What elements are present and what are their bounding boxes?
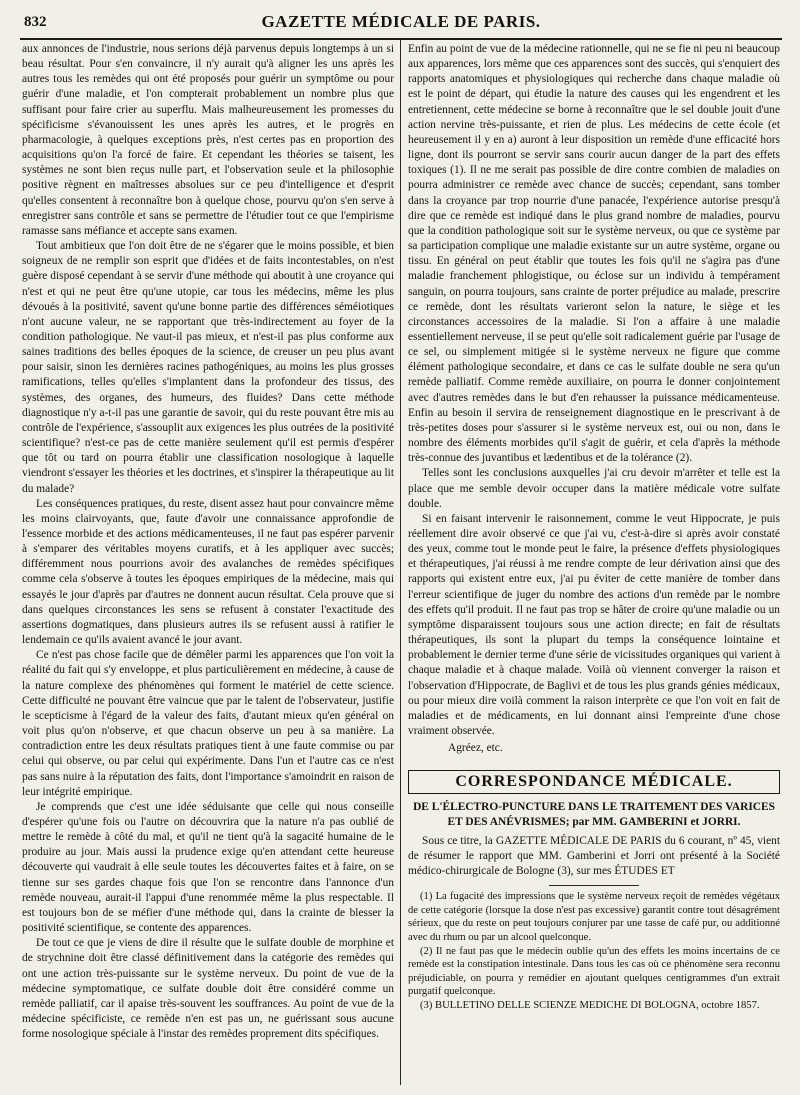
column-divider: [400, 40, 401, 1085]
left-column: [22, 42, 394, 1087]
footnote-separator: [549, 885, 639, 886]
paragraph: Si en faisant intervenir le raisonnement, comme le veut Hippocrate, je puis réellement dire avoir observé ce que j'ai vu, c'est-à-dire si après avoir constaté des yeux, comme tout le monde peut le faire, la présence d'effets physiologiques et thérapeutiques, j'ai réussi à me rendre compte de leur dérivation ainsi que des rapports qui existent entre eux, j'ai pu éviter de cette manière de tomber dans l'erreur scientifique de juger du nombre des actions d'un remède par le nombre des effets qu'il produit. Il ne faut pas trop se hâter de croire qu'une maladie ou un symptôme disparaissent toujours sous une action directe; en fait de résultats thérapeutiques, ils sont la plupart du temps la conséquence lointaine et probablement le dernier terme d'une série de vicissitudes organiques qui varient à chaque maladie et à chaque malade. Voilà où viennent converger la raison et l'observation d'Hippocrate, de Baglivi et de tous les plus grands génies médicaux, ou pour mieux dire voilà comment la raison interprète ce que l'on voit en fait de maladies et de médicaments, en lui donnant ainsi l'empreinte d'une chose vraiment observée.: [408, 512, 780, 738]
paragraph: Sous ce titre, la GAZETTE MÉDICALE DE PARIS du 6 courant, nº 45, vient de résumer le rapport que MM. Gamberini et Jorri ont présenté à la Société médico-chirurgicale de Bologne (3), sur mes ÉTUDES ET: [408, 834, 780, 878]
footnote: (3) BULLETINO DELLE SCIENZE MEDICHE DI BOLOGNA, octobre 1857.: [420, 1000, 760, 1012]
right-column: [408, 42, 780, 1087]
footnotes: [408, 890, 780, 1012]
running-title: GAZETTE MÉDICALE DE PARIS.: [261, 12, 541, 31]
article-title: DE L'ÉLECTRO-PUNCTURE DANS LE TRAITEMENT DES VARICES ET DES ANÉVRISMES; par MM. GAMBERINI et JORRI.: [413, 800, 775, 828]
paragraph: Telles sont les conclusions auxquelles j'ai cru devoir m'arrêter et telle est la place que me semble devoir occuper dans la matière médicale votre sulfate double.: [408, 467, 780, 510]
closing-salutation: Agréez, etc.: [448, 742, 503, 755]
paragraph: Je comprends que c'est une idée séduisante que celle qui nous conseille d'espérer qu'une fois ou l'autre on découvrira que la nature n'a pas oublié de mettre le remède à côté du mal, et qu'il ne tient qu'à la sagacité humaine de le produire au jour. Mais aussi la prudence exige qu'en attendant cette heureuse découverte qui vaudrait à elle seule toutes les découvertes faites et à faire, on se tienne sur ses gardes chaque fois que l'on se rencontre dans l'annonce d'un remède nouveau, aurait-il l'appui d'une renommée même la plus respectable. Il est toujours bon de se méfier d'une méthode qui, dans la crainte de blesser la positivité scientifique, se contente des apparences.: [22, 800, 394, 935]
paragraph: De tout ce que je viens de dire il résulte que le sulfate double de morphine et de strychnine doit être classé définitivement dans la catégorie des remèdes qui ont une action très-puissante sur le système nerveux. Du point de vue de la médecine symptomatique, ce sulfate double doit être considéré comme un remède palliatif, car il apaise très-souvent les souffrances. Au point de vue de la médecine spécificiste, ce remède n'en est pas un, ne guérissant sous aucune forme nosologique spéciale à l'instar des remèdes proprement dits spécifiques.: [22, 937, 394, 1041]
page-number: 832: [24, 14, 47, 30]
paragraph: Les conséquences pratiques, du reste, disent assez haut pour convaincre même les moins clairvoyants, que, faute d'avoir une connaissance approfondie de l'essence morbide et des actions médicamenteuses, il ne faut pas espérer parvenir à s'emparer des véritables moyens curatifs, et à les appliquer avec succès; différemment nous pourrions avoir des avalanches de remèdes spécifiques comme cela s'observe à toutes les époques empiriques de la médecine, mais qui essayés le jour d'après par d'autres ne donnent aucun résultat. Cela prouve que si dans quelques circonstances les sens se refusent à constater l'exactitude des assertions dogmatiques, dans plusieurs autres ils se refusent aussi à ratifier le lendemain ce qu'ils avaient avancé le jour avant.: [22, 497, 394, 647]
paragraph: Enfin au point de vue de la médecine rationnelle, qui ne se fie ni peu ni beaucoup aux apparences, lors même que ces apparences sont des succès, qui s'enquiert des rapports anatomiques et physiologiques qui recherche dans chaque maladie où est le point de départ, qui étudie la nature des causes qui les engendrent et les entretiennent, cette médecine se borne à reconnaître que le sel double jouit d'une action nervine très-puissante, et rien de plus. Les médecins de cette école (et heureusement il y en a) auront à leur disposition un remède d'une efficacité hors ligne, dont ils pourront se servir sans courir aucun danger de la part des effets toxiques (1). Il ne me serait pas possible de dire contre combien de maladies on pourra administrer ce remède avec chance de succès; cependant, sans tomber dans la croyance par trop nourrie d'une panacée, l'expérience autorise presqu'à dire que ce remède est indiqué dans le plus grand nombre de maladies, pourvu que la condition pathologique soit sur le système nerveux, ou que ce système par sa participation complique une maladie existante sur un autre système, organe ou tissu. En général on peut établir que toutes les fois qu'il ne s'agira pas d'une maladie franchement phlogistique, ou éclose sur un individu à tempérament sanguin, on pourra toujours, sans crainte de porter préjudice au malade, prescrire ce remède, dont les résultats varieront selon la nature, le siège et les circonstances accessoires de la maladie. Si l'on a affaire à une maladie essentiellement nerveuse, il se peut qu'elle soit radicalement guérie par l'usage de ce sel, ou simplement mitigée si le système nerveux ne figure que comme élément pathologique secondaire, et dans ce cas le sulfate double ne sera qu'un remède palliatif. Comme remède auxiliaire, on pourra le donner conjointement avec d'autres remèdes dans le but d'en rehausser la puissance médicamenteuse. Enfin au besoin il servira de renseignement diagnostique en le prescrivant à de très-petites doses pour s'assurer si le système nerveux est, oui ou non, dans le nombre des éléments morbides qu'il s'agit de guérir, et cela d'après la méthode très-connue des juvantibus et lædentibus et de la tolérance (2).: [408, 43, 780, 465]
paragraph: Ce n'est pas chose facile que de démêler parmi les apparences que l'on voit la réalité du fait qui s'y enveloppe, et plus particulièrement en médecine, à cause de la nature complexe des phénomènes qui forment le matériel de cette science. Cette difficulté ne pouvant être vaincue que par le talent de l'observateur, justifie le scepticisme à l'égard de la valeur des faits, d'autant mieux qu'en général on voit plus qu'on n'observe, et que chacun observe un peu à sa manière. La contradiction entre les deux résultats pratiques tient à une faute commise ou par celui qui observe, ou par celui qui expérimente. Dans l'un et l'autre cas ce n'est pas sans nuire à la réputation des faits, dont l'importance s'amoindrit en raison de leur intégrité empirique.: [22, 649, 394, 798]
footnote: (2) Il ne faut pas que le médecin oublie qu'un des effets les moins incertains de ce remède est la constipation intestinale. Dans tous les cas où ce phénomène sera reconnu préjudiciable, on pourra y remédier en ajoutant quelques centigrammes d'un extrait purgatif quelconque.: [408, 945, 780, 998]
paragraph: aux annonces de l'industrie, nous serions déjà parvenus depuis longtemps à un si beau résultat. Pour s'en convaincre, il n'y aurait qu'à aligner les uns après les autres tous les remèdes qui ont été proposés pour guérir un symptôme ou pour guérir d'une maladie, et l'on compterait probablement un nombre plus que suffisant pour faire crier au superflu. Mais malheureusement les promesses du spécificisme s'évanouissent les unes après les autres, et le progrès en pharmacologie, à quelques exceptions près, n'est certes pas en proportion des acquisitions qu'on l'a forcé de faire. Et cependant les théories se taisent, les systèmes ne sont bien reçus nulle part, et l'observation seule et la philosophie positive règnent en maîtresses absolues sur ce peu d'intelligence et d'esprit qu'elles consentent à reconnaître bon à quelque chose, pourvu qu'on s'en serve à enregistrer sans contrôle et sans se permettre de l'étudier tout ce que l'empirisme ramasse sans méfiance et accepte sans examen.: [22, 43, 394, 237]
section-title-box: CORRESPONDANCE MÉDICALE.: [408, 770, 780, 793]
footnote: (1) La fugacité des impressions que le système nerveux reçoit de remèdes végétaux de cette catégorie (lorsque la dose n'est pas excessive) garantit contre tout désagrément sérieux, que du reste on peut toujours conjurer par une tasse de café pur, ou additionné avec du rhum ou par un alcool quelconque.: [408, 891, 780, 944]
paragraph: Tout ambitieux que l'on doit être de ne s'égarer que le moins possible, et bien soigneux de ne remplir son esprit que d'idées et de faits incontestables, on n'est guère disposé cependant à se servir d'une méthode qui aboutit à une croyance qui n'est et qui ne peut être qu'une utopie, car tous les médecins, même les plus dévoués à la positivité, savent qu'une bonne partie des différences séméiotiques n'ont aucune valeur, ne se rapportant que très-indirectement au foyer de la condition pathologique. Ne vaut-il pas mieux, et n'est-il pas plus conforme aux saines traditions des belles époques de la science, de creuser un peu plus avant pour saisir, sinon les dernières racines pathogéniques, au moins les plus grosses ramifications, telles qu'elles s'implantent dans la profondeur des tissus, des systèmes, des organes, des humeurs, des fluides? Dans cette méthode diagnostique n'y a-t-il pas une garantie de savoir, qui du reste pouvant être mis au contrôle de l'expérience, s'assouplit aux exigences les plus outrées de la positivité scientifique? n'est-ce pas de cette manière seulement qu'il est permis d'espérer que tôt ou tard on pourra établir une classification nosologique à laquelle viendront s'essayer les théories et les doctrines, et s'inspirer la thérapeutique au lit du malade?: [22, 240, 394, 495]
page-header: [20, 12, 782, 40]
